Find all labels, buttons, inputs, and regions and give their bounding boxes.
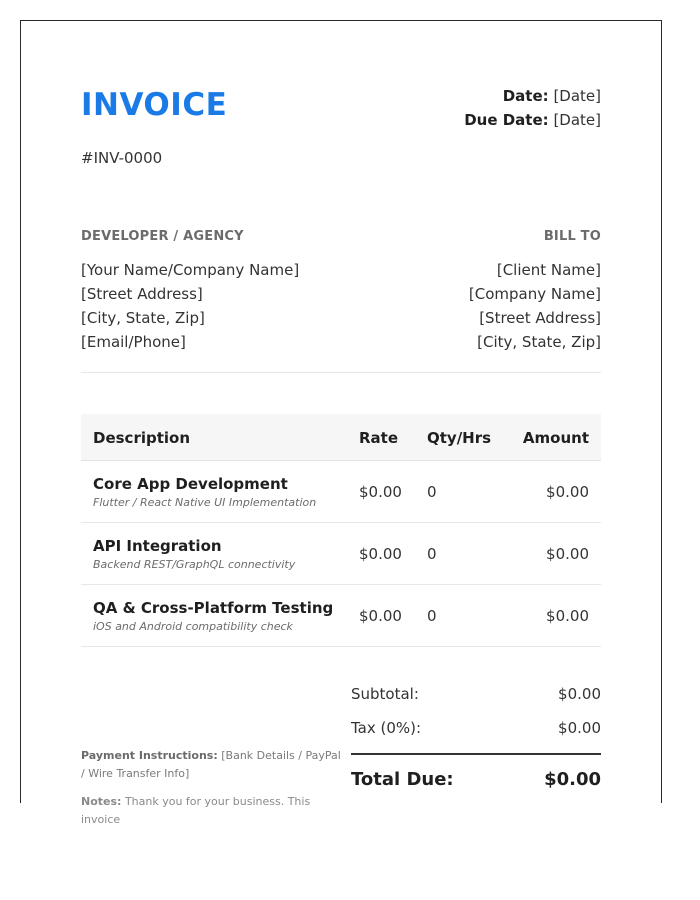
subtotal-label: Subtotal: xyxy=(351,685,419,703)
total-due-row xyxy=(351,769,601,799)
from-line: [Your Name/Company Name] xyxy=(81,261,300,279)
item-name: API Integration xyxy=(93,537,222,555)
subtotal-value: $0.00 xyxy=(558,685,601,703)
bill-to-line: [Company Name] xyxy=(468,285,601,303)
item-description: Backend REST/GraphQL connectivity xyxy=(93,558,296,571)
item-amount: $0.00 xyxy=(546,545,589,563)
payment-instructions xyxy=(81,747,341,783)
table-row xyxy=(81,461,601,523)
date-label: Date: xyxy=(502,87,549,105)
total-due-value: $0.00 xyxy=(544,769,601,790)
due-date-line xyxy=(464,108,601,132)
from-line: [Email/Phone] xyxy=(81,333,186,351)
item-rate: $0.00 xyxy=(359,483,402,501)
from-label: DEVELOPER / AGENCY xyxy=(81,229,244,244)
section-divider xyxy=(81,372,601,373)
invoice-title: INVOICE xyxy=(81,87,228,123)
tax-value: $0.00 xyxy=(558,719,601,737)
bill-to-label: BILL TO xyxy=(543,229,601,244)
date-line xyxy=(464,84,601,108)
item-qty: 0 xyxy=(427,607,437,625)
bill-to-line: [Street Address] xyxy=(479,309,601,327)
item-name: Core App Development xyxy=(93,475,288,493)
line-items-table xyxy=(81,414,601,647)
header-qty: Qty/Hrs xyxy=(427,429,492,447)
payment-instructions-label: Payment Instructions: xyxy=(81,749,218,762)
header-amount: Amount xyxy=(522,429,589,447)
item-qty: 0 xyxy=(427,483,437,501)
item-amount: $0.00 xyxy=(546,607,589,625)
table-header xyxy=(81,414,601,461)
item-rate: $0.00 xyxy=(359,545,402,563)
due-date-label: Due Date: xyxy=(464,111,549,129)
item-description: Flutter / React Native UI Implementation xyxy=(93,496,317,509)
invoice-dates xyxy=(464,84,601,132)
totals-block xyxy=(351,683,601,790)
bill-to-line: [Client Name] xyxy=(496,261,601,279)
total-due-label: Total Due: xyxy=(351,769,454,790)
notes xyxy=(81,793,341,829)
invoice-page xyxy=(20,20,662,826)
due-date-value: [Date] xyxy=(553,111,601,129)
tax-row xyxy=(351,717,601,751)
item-amount: $0.00 xyxy=(546,483,589,501)
payment-instructions-text: [Bank Details / PayPal / Wire Transfer Info] xyxy=(81,749,341,780)
item-qty: 0 xyxy=(427,545,437,563)
bill-to-line: [City, State, Zip] xyxy=(477,333,601,351)
from-line: [City, State, Zip] xyxy=(81,309,205,327)
invoice-number: #INV-0000 xyxy=(81,149,163,167)
totals-divider xyxy=(351,753,601,755)
header-rate: Rate xyxy=(359,429,399,447)
subtotal-row xyxy=(351,683,601,717)
notes-label: Notes: xyxy=(81,795,122,808)
tax-label: Tax (0%): xyxy=(351,719,422,737)
bill-to-address xyxy=(469,258,601,354)
header-description: Description xyxy=(93,429,191,447)
item-name: QA & Cross-Platform Testing xyxy=(93,599,334,617)
table-row xyxy=(81,585,601,647)
table-row xyxy=(81,523,601,585)
notes-text: Thank you for your business. This invoice xyxy=(81,795,311,826)
from-line: [Street Address] xyxy=(81,285,203,303)
item-description: iOS and Android compatibility check xyxy=(93,620,293,633)
date-value: [Date] xyxy=(553,87,601,105)
item-rate: $0.00 xyxy=(359,607,402,625)
from-address xyxy=(81,258,299,354)
